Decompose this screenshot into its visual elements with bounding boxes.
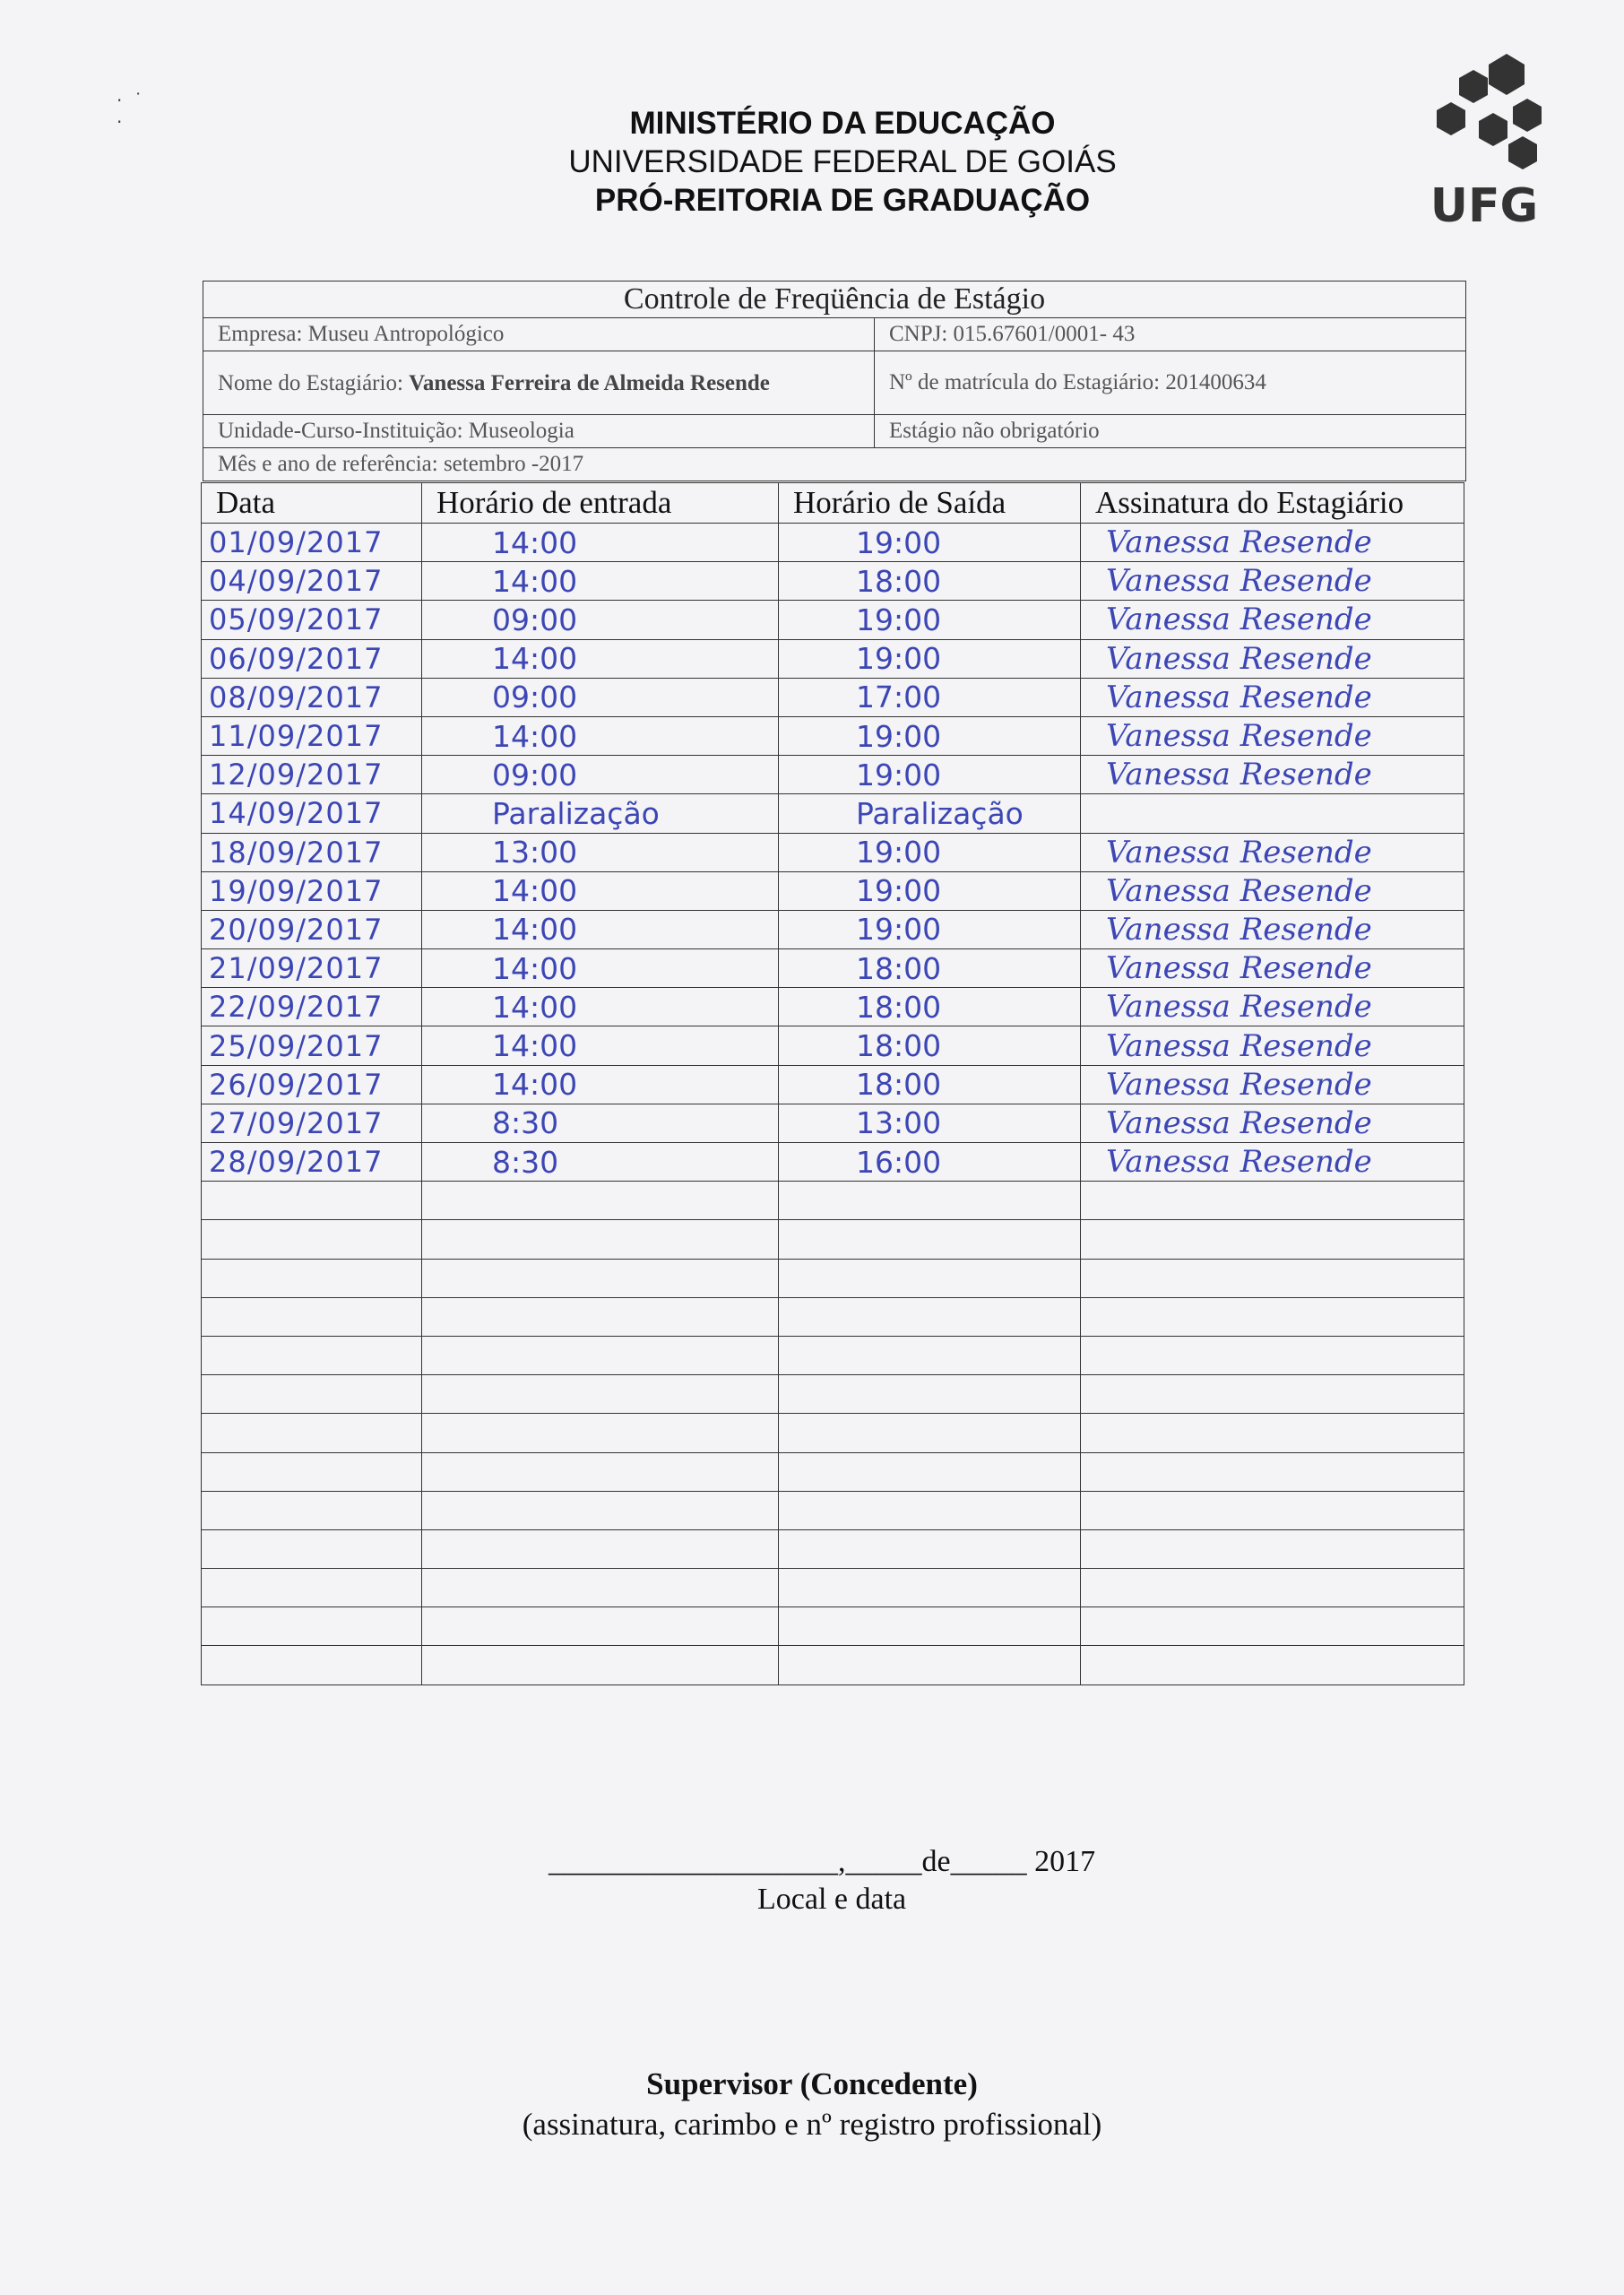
empty-cell: [422, 1607, 779, 1646]
internship-info-table: [203, 281, 1466, 481]
signature-cell: Vanessa Resende: [1081, 639, 1464, 678]
empty-cell: [422, 1259, 779, 1297]
empty-cell: [779, 1569, 1081, 1607]
exit-time-cell: 18:00: [779, 1026, 1081, 1065]
signature-cell: Vanessa Resende: [1081, 833, 1464, 871]
date-cell: 18/09/2017: [202, 833, 422, 871]
signature-cell: Vanessa Resende: [1081, 524, 1464, 562]
logo-text: UFG: [1430, 179, 1539, 233]
empty-row: [202, 1452, 1464, 1491]
exit-time-cell: 19:00: [779, 756, 1081, 794]
header-exit-time: Horário de Saída: [779, 483, 1081, 524]
empty-cell: [1081, 1220, 1464, 1259]
signature-cell: Vanessa Resende: [1081, 716, 1464, 755]
empty-row: [202, 1569, 1464, 1607]
exit-time-cell: 17:00: [779, 678, 1081, 716]
empty-cell: [202, 1220, 422, 1259]
empty-cell: [422, 1375, 779, 1414]
table-row: [202, 639, 1464, 678]
entry-time-cell: 09:00: [422, 756, 779, 794]
empty-cell: [202, 1259, 422, 1297]
empty-cell: [422, 1182, 779, 1220]
empty-cell: [202, 1297, 422, 1336]
signature-cell: Vanessa Resende: [1081, 949, 1464, 988]
empty-cell: [202, 1414, 422, 1452]
table-row: [202, 871, 1464, 910]
table-row: [202, 833, 1464, 871]
table-row: [202, 678, 1464, 716]
empty-cell: [1081, 1529, 1464, 1568]
empty-cell: [1081, 1607, 1464, 1646]
empty-cell: [422, 1491, 779, 1529]
signature-cell: Vanessa Resende: [1081, 1143, 1464, 1182]
empty-cell: [779, 1220, 1081, 1259]
exit-time-cell: 19:00: [779, 639, 1081, 678]
table-row: [202, 524, 1464, 562]
date-cell: 12/09/2017: [202, 756, 422, 794]
entry-time-cell: 14:00: [422, 1065, 779, 1104]
local-date-caption: Local e data: [757, 1883, 907, 1916]
date-cell: 26/09/2017: [202, 1065, 422, 1104]
date-cell: 25/09/2017: [202, 1026, 422, 1065]
empty-cell: [779, 1336, 1081, 1374]
table-row: [202, 756, 1464, 794]
table-row: [202, 988, 1464, 1026]
empty-cell: [202, 1336, 422, 1374]
university-name: UNIVERSIDADE FEDERAL DE GOIÁS: [568, 144, 1117, 179]
empty-cell: [779, 1375, 1081, 1414]
entry-time-cell: 14:00: [422, 910, 779, 948]
date-cell: 05/09/2017: [202, 601, 422, 639]
header-signature: Assinatura do Estagiário: [1081, 483, 1464, 524]
empty-row: [202, 1182, 1464, 1220]
empty-cell: [1081, 1182, 1464, 1220]
empty-cell: [422, 1414, 779, 1452]
entry-time-cell: 09:00: [422, 678, 779, 716]
exit-time-cell: 16:00: [779, 1143, 1081, 1182]
intern-name-field: [203, 351, 875, 415]
date-cell: 08/09/2017: [202, 678, 422, 716]
intern-name-value: Vanessa Ferreira de Almeida Resende: [409, 370, 770, 395]
empty-cell: [422, 1297, 779, 1336]
empty-row: [202, 1375, 1464, 1414]
exit-time-cell: 13:00: [779, 1104, 1081, 1142]
empty-cell: [779, 1414, 1081, 1452]
exit-time-cell: 19:00: [779, 833, 1081, 871]
empty-cell: [1081, 1259, 1464, 1297]
registration-field: Nº de matrícula do Estagiário: 201400634: [875, 351, 1466, 415]
empty-cell: [1081, 1336, 1464, 1374]
empty-cell: [779, 1259, 1081, 1297]
empty-cell: [1081, 1375, 1464, 1414]
empty-cell: [779, 1491, 1081, 1529]
date-cell: 11/09/2017: [202, 716, 422, 755]
entry-time-cell: 14:00: [422, 716, 779, 755]
date-cell: 06/09/2017: [202, 639, 422, 678]
exit-time-cell: Paralização: [779, 794, 1081, 833]
entry-time-cell: 13:00: [422, 833, 779, 871]
exit-time-cell: 19:00: [779, 910, 1081, 948]
empty-cell: [779, 1646, 1081, 1684]
scan-specks: · ˙ ·: [117, 90, 143, 133]
empty-cell: [1081, 1297, 1464, 1336]
signature-cell: Vanessa Resende: [1081, 601, 1464, 639]
date-cell: 14/09/2017: [202, 794, 422, 833]
empty-cell: [202, 1452, 422, 1491]
signature-cell: Vanessa Resende: [1081, 562, 1464, 601]
table-row: [202, 1065, 1464, 1104]
empty-row: [202, 1491, 1464, 1529]
empty-row: [202, 1646, 1464, 1684]
exit-time-cell: 18:00: [779, 562, 1081, 601]
signature-cell: Vanessa Resende: [1081, 678, 1464, 716]
empty-cell: [1081, 1569, 1464, 1607]
company-field: Empresa: Museu Antropológico: [203, 318, 875, 351]
cnpj-field: CNPJ: 015.67601/0001- 43: [875, 318, 1466, 351]
table-row: [202, 949, 1464, 988]
reference-month-field: Mês e ano de referência: setembro -2017: [203, 448, 1466, 481]
supervisor-title: Supervisor (Concedente): [646, 2066, 978, 2101]
institution-header: [502, 104, 1183, 220]
date-cell: 20/09/2017: [202, 910, 422, 948]
internship-type-field: Estágio não obrigatório: [875, 415, 1466, 448]
date-cell: 21/09/2017: [202, 949, 422, 988]
attendance-table: [201, 482, 1464, 1685]
supervisor-subtitle: (assinatura, carimbo e nº registro profissional): [522, 2107, 1102, 2142]
ufg-hexagon-icon: [1421, 47, 1547, 181]
table-row: [202, 1104, 1464, 1142]
date-cell: 01/09/2017: [202, 524, 422, 562]
date-cell: 04/09/2017: [202, 562, 422, 601]
empty-row: [202, 1529, 1464, 1568]
empty-cell: [779, 1529, 1081, 1568]
signature-cell: Vanessa Resende: [1081, 1065, 1464, 1104]
entry-time-cell: 14:00: [422, 988, 779, 1026]
signature-cell: Vanessa Resende: [1081, 988, 1464, 1026]
empty-cell: [202, 1607, 422, 1646]
table-row: [202, 601, 1464, 639]
attendance-header-row: [202, 483, 1464, 524]
empty-row: [202, 1607, 1464, 1646]
empty-cell: [202, 1529, 422, 1568]
empty-cell: [202, 1375, 422, 1414]
empty-cell: [422, 1529, 779, 1568]
signature-cell: Vanessa Resende: [1081, 910, 1464, 948]
empty-cell: [1081, 1491, 1464, 1529]
entry-time-cell: 14:00: [422, 1026, 779, 1065]
entry-time-cell: 8:30: [422, 1104, 779, 1142]
empty-cell: [1081, 1452, 1464, 1491]
table-row: [202, 910, 1464, 948]
exit-time-cell: 19:00: [779, 716, 1081, 755]
entry-time-cell: 14:00: [422, 871, 779, 910]
table-row: [202, 1026, 1464, 1065]
date-cell: 27/09/2017: [202, 1104, 422, 1142]
form-title: Controle de Freqüência de Estágio: [203, 281, 1466, 318]
entry-time-cell: 14:00: [422, 639, 779, 678]
empty-cell: [202, 1646, 422, 1684]
signature-cell: Vanessa Resende: [1081, 1104, 1464, 1142]
empty-cell: [422, 1646, 779, 1684]
signature-cell: Vanessa Resende: [1081, 1026, 1464, 1065]
exit-time-cell: 18:00: [779, 988, 1081, 1026]
empty-cell: [422, 1336, 779, 1374]
empty-cell: [422, 1569, 779, 1607]
table-row: [202, 794, 1464, 833]
table-row: [202, 562, 1464, 601]
empty-cell: [1081, 1646, 1464, 1684]
local-date-line: ___________________,_____de_____ 2017: [549, 1845, 1096, 1878]
ministry-name: MINISTÉRIO DA EDUCAÇÃO: [629, 106, 1056, 141]
empty-row: [202, 1336, 1464, 1374]
table-row: [202, 1143, 1464, 1182]
signature-cell: Vanessa Resende: [1081, 756, 1464, 794]
empty-cell: [202, 1569, 422, 1607]
empty-row: [202, 1297, 1464, 1336]
entry-time-cell: 14:00: [422, 524, 779, 562]
table-row: [202, 716, 1464, 755]
date-cell: 28/09/2017: [202, 1143, 422, 1182]
date-cell: 19/09/2017: [202, 871, 422, 910]
header-entry-time: Horário de entrada: [422, 483, 779, 524]
exit-time-cell: 18:00: [779, 1065, 1081, 1104]
empty-row: [202, 1259, 1464, 1297]
empty-cell: [422, 1220, 779, 1259]
attendance-rows: [202, 524, 1464, 1685]
entry-time-cell: 8:30: [422, 1143, 779, 1182]
empty-cell: [779, 1607, 1081, 1646]
empty-cell: [779, 1452, 1081, 1491]
empty-row: [202, 1220, 1464, 1259]
exit-time-cell: 19:00: [779, 871, 1081, 910]
empty-cell: [779, 1297, 1081, 1336]
ufg-logo: [1421, 47, 1547, 235]
exit-time-cell: 19:00: [779, 524, 1081, 562]
header-date: Data: [202, 483, 422, 524]
department-name: PRÓ-REITORIA DE GRADUAÇÃO: [594, 183, 1091, 218]
exit-time-cell: 18:00: [779, 949, 1081, 988]
entry-time-cell: 14:00: [422, 949, 779, 988]
entry-time-cell: 14:00: [422, 562, 779, 601]
empty-cell: [779, 1182, 1081, 1220]
signature-cell: [1081, 794, 1464, 833]
entry-time-cell: 09:00: [422, 601, 779, 639]
empty-row: [202, 1414, 1464, 1452]
empty-cell: [422, 1452, 779, 1491]
entry-time-cell: Paralização: [422, 794, 779, 833]
empty-cell: [202, 1491, 422, 1529]
empty-cell: [1081, 1414, 1464, 1452]
exit-time-cell: 19:00: [779, 601, 1081, 639]
intern-name-label: Nome do Estagiário:: [218, 370, 410, 395]
date-cell: 22/09/2017: [202, 988, 422, 1026]
empty-cell: [202, 1182, 422, 1220]
unit-course-field: Unidade-Curso-Instituição: Museologia: [203, 415, 875, 448]
signature-cell: Vanessa Resende: [1081, 871, 1464, 910]
